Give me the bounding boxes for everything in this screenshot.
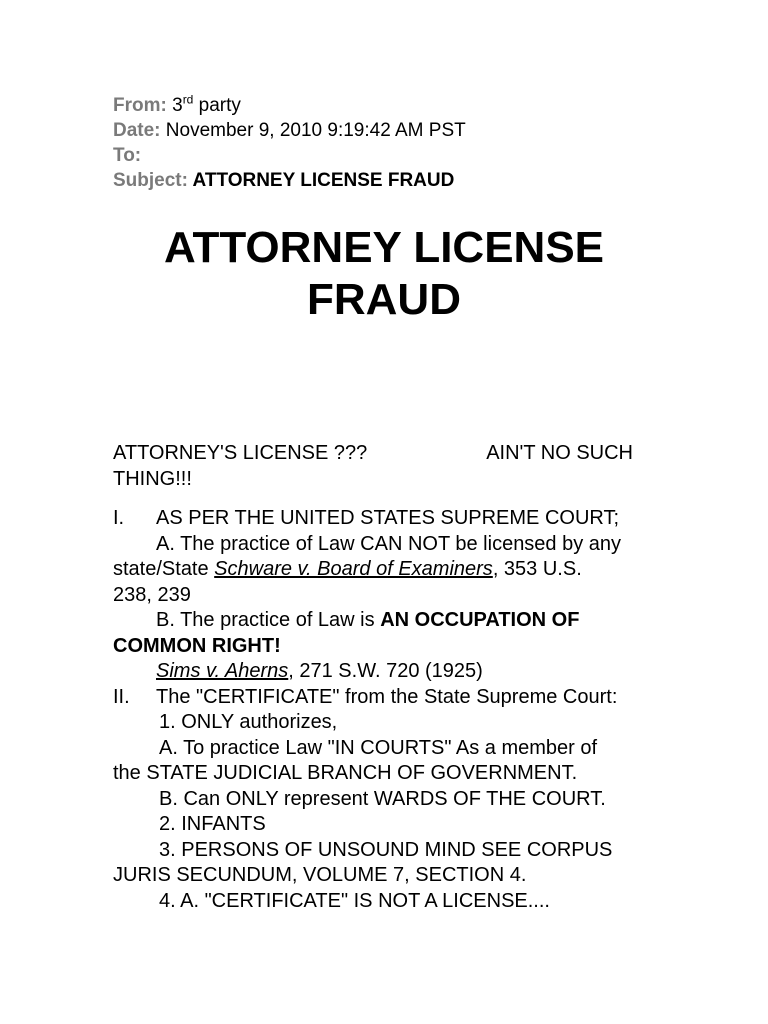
lead-part-a: ATTORNEY'S LICENSE ???	[113, 442, 368, 464]
subject-row	[113, 168, 466, 193]
date-value: November 9, 2010 9:19:42 AM PST	[160, 120, 466, 141]
lead-line	[113, 441, 633, 467]
item-b-citation: Sims v. Aherns, 271 S.W. 720 (1925)	[156, 660, 483, 682]
title-line-1: ATTORNEY LICENSE	[163, 223, 605, 272]
case-citation-schware: Schware v. Board of Examiners	[214, 558, 493, 580]
section-2-item-a-line-2: the STATE JUDICIAL BRANCH OF GOVERNMENT.	[113, 762, 578, 784]
email-header	[113, 93, 466, 193]
item-b-line-1: B. The practice of Law is AN OCCUPATION OF	[156, 609, 580, 631]
subject-label: Subject:	[113, 170, 188, 191]
section-1-number: I.	[113, 507, 125, 529]
lead-part-c: THING!!!	[113, 467, 192, 490]
item-a-line-2: state/State Schware v. Board of Examiners, 353 U.S.	[113, 558, 582, 580]
section-2-item-3-line-2: JURIS SECUNDUM, VOLUME 7, SECTION 4.	[113, 864, 527, 886]
document-title	[0, 222, 768, 326]
from-row	[113, 93, 466, 118]
to-label: To:	[113, 145, 142, 166]
date-label: Date:	[113, 120, 161, 141]
section-2-number: II.	[113, 685, 130, 708]
item-a-line-3: 238, 239	[113, 583, 191, 606]
document-body	[113, 441, 653, 914]
section-2-item-a-line-1: A. To practice Law "IN COURTS" As a member of	[159, 736, 598, 759]
section-2-heading	[113, 685, 653, 711]
item-b-line-2: COMMON RIGHT!	[113, 634, 281, 657]
case-citation-sims: Sims v. Aherns	[156, 660, 289, 682]
section-1-text: AS PER THE UNITED STATES SUPREME COURT;	[156, 507, 620, 529]
lead-part-b: AIN'T NO SUCH	[486, 442, 633, 464]
title-line-2: FRAUD	[307, 275, 461, 324]
item-a-line-1: A. The practice of Law CAN NOT be licensed by any	[156, 532, 622, 555]
section-2-item-2: 2. INFANTS	[159, 813, 266, 835]
section-1-heading	[113, 506, 653, 532]
from-label: From:	[113, 95, 167, 116]
subject-value: ATTORNEY LICENSE FRAUD	[187, 170, 455, 191]
section-2-text: The "CERTIFICATE" from the State Supreme Court:	[156, 685, 618, 708]
section-2-item-1: 1. ONLY authorizes,	[159, 711, 338, 733]
date-row	[113, 118, 466, 143]
to-row	[113, 143, 466, 168]
section-2-item-b: B. Can ONLY represent WARDS OF THE COURT.	[159, 787, 606, 810]
from-value: 3rd party	[172, 92, 241, 116]
section-2-item-4: 4. A. "CERTIFICATE" IS NOT A LICENSE....	[159, 889, 550, 912]
section-2-item-3-line-1: 3. PERSONS OF UNSOUND MIND SEE CORPUS	[159, 838, 613, 861]
